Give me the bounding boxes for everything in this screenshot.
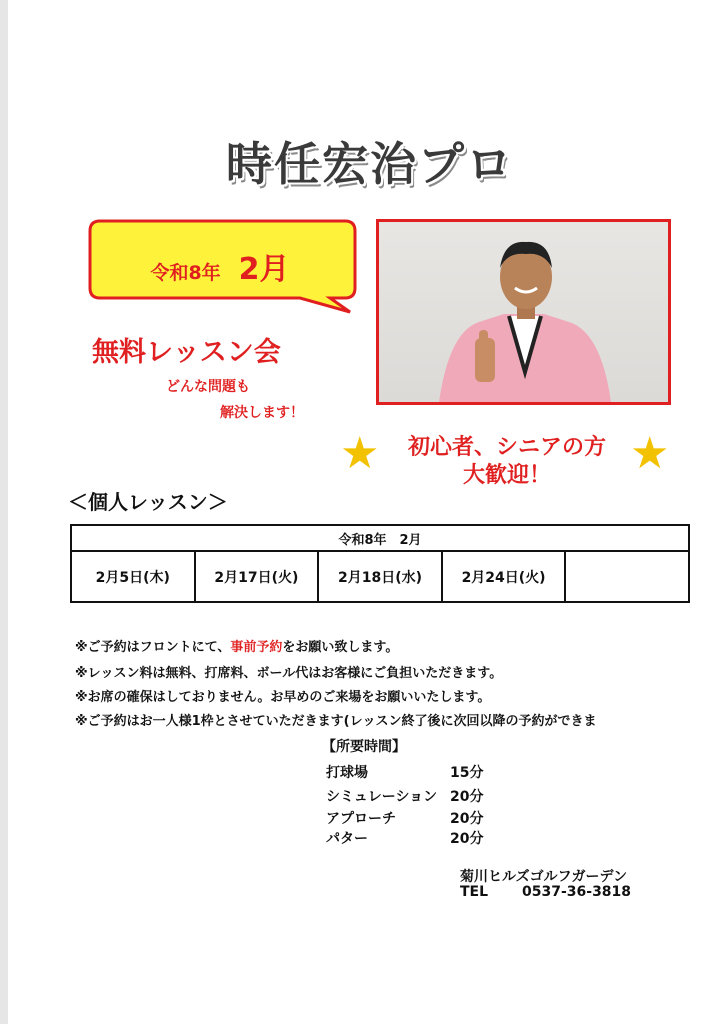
note-reservation — [75, 636, 398, 655]
note-reservation-a: ※ご予約はフロントにて、 — [75, 640, 231, 655]
schedule-date: 2月18日(水) — [318, 551, 442, 602]
note-reservation-highlight: 事前予約 — [230, 640, 283, 655]
duration-value: 15分 — [450, 765, 484, 781]
page-edge — [0, 0, 8, 1024]
subtext-line1: どんな問題も — [166, 379, 250, 395]
duration-label: 打球場 — [326, 765, 368, 781]
duration-label: パター — [326, 831, 368, 847]
welcome-line2: 大歓迎！ — [462, 463, 551, 488]
welcome-line1: 初心者、シニアの方 — [407, 435, 606, 460]
duration-value: 20分 — [450, 831, 484, 847]
subtext-line2: 解決します！ — [220, 405, 304, 421]
bubble-era: 令和8年 — [150, 262, 221, 284]
schedule-date: 2月24日(火) — [442, 551, 566, 602]
schedule-table — [70, 524, 690, 603]
pro-portrait — [379, 222, 668, 402]
star-icon-left: ★ — [340, 428, 380, 479]
star-icon-right: ★ — [630, 428, 670, 479]
pro-photo — [376, 219, 671, 405]
table-row — [71, 551, 689, 602]
schedule-date: 2月17日(火) — [195, 551, 319, 602]
contact-tel: 0537-36-3818 — [522, 884, 632, 900]
schedule-date: 2月5日(木) — [71, 551, 195, 602]
bubble-label — [100, 244, 340, 287]
note-reservation-b: をお願い致します。 — [282, 640, 399, 655]
schedule-date — [565, 551, 689, 602]
duration-value: 20分 — [450, 811, 484, 827]
bubble-month: 2月 — [238, 252, 290, 287]
duration-value: 20分 — [450, 789, 484, 805]
page-title: 時任宏治プロ — [226, 137, 514, 191]
schedule-header: 令和8年 2月 — [71, 525, 689, 551]
note-fee: ※レッスン料は無料、打席料、ボール代はお客様にご負担いただきます。 — [75, 666, 503, 681]
section-title: ＜個人レッスン＞ — [68, 490, 228, 514]
contact-name: 菊川ヒルズゴルフガーデン — [460, 869, 628, 885]
lesson-heading: 無料レッスン会 — [92, 337, 281, 368]
duration-label: シミュレーション — [326, 789, 438, 805]
note-limit: ※ご予約はお一人様1枠とさせていただきます(レッスン終了後に次回以降の予約ができま — [75, 714, 597, 729]
note-seating: ※お席の確保はしておりません。お早めのご来場をお願いいたします。 — [75, 690, 491, 705]
contact-tel-label: TEL — [460, 884, 489, 900]
duration-heading: 【所要時間】 — [322, 739, 406, 755]
duration-label: アプローチ — [326, 811, 396, 827]
